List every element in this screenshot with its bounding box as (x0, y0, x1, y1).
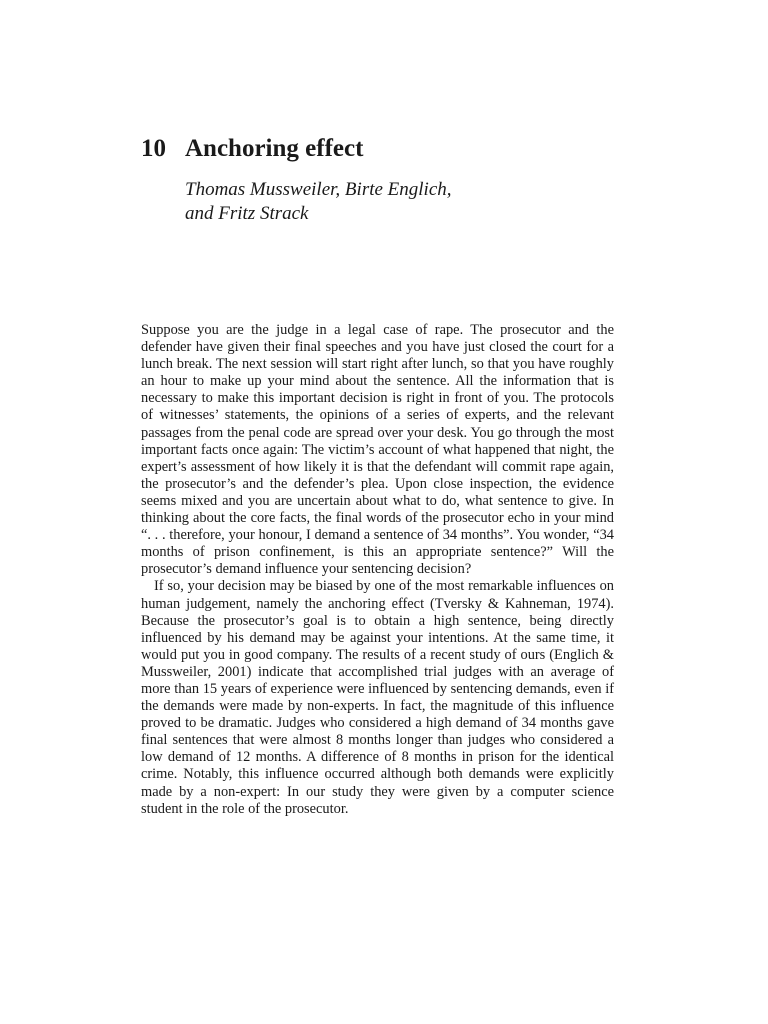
paragraph-2: If so, your decision may be biased by one of the most remarkable influences on human judgement, namely the anchoring effect (Tversky & Kahneman, 1974). Because the prosecutor’s goal is to obtain a high sentence, being directly influenced by his demand may be against your intentions. At the same time, it would put you in good company. The results of a recent study of ours (Englich & Mussweiler, 2001) indicate that accomplished trial judges with an average of more than 15 years of experience were influenced by sentencing demands, even if the demands were made by non-experts. In fact, the magnitude of this influence proved to be dramatic. Judges who considered a high demand of 34 months gave final sentences that were almost 8 months longer than judges who considered a low demand of 12 months. A difference of 8 months in prison for the identical crime. Notably, this influence occurred although both demands were explicitly made by a non-expert: In our study they were given by a computer science student in the role of the prosecutor. (141, 578, 614, 817)
chapter-authors (185, 178, 452, 226)
body-text (141, 322, 614, 818)
chapter-number: 10 (141, 135, 166, 162)
paragraph-1: Suppose you are the judge in a legal case of rape. The prosecutor and the defender have given their final speeches and you have just closed the court for a lunch break. The next session will start right after lunch, so that you have roughly an hour to make up your mind about the sentence. All the information that is necessary to make this important decision is right in front of you. The protocols of witnesses’ statements, the opinions of a series of experts, and the relevant passages from the penal code are spread over your desk. You go through the most important facts once again: The victim’s account of what happened that night, the expert’s assessment of how likely it is that the defendant will commit rape again, the prosecutor’s and the defender’s plea. Upon close inspection, the evidence seems mixed and you are uncertain about what to do, what sentence to give. In thinking about the core facts, the final words of the prosecutor echo in your mind “. . . therefore, your honour, I demand a sentence of 34 months”. You wonder, “34 months of prison confinement, is this an appropriate sentence?” Will the prosecutor’s demand influence your sentencing decision? (141, 322, 614, 578)
chapter-title: Anchoring effect (185, 135, 364, 162)
chapter-heading (141, 132, 363, 166)
authors-line-2: and Fritz Strack (185, 203, 309, 224)
authors-line-1: Thomas Mussweiler, Birte Englich, (185, 179, 452, 200)
